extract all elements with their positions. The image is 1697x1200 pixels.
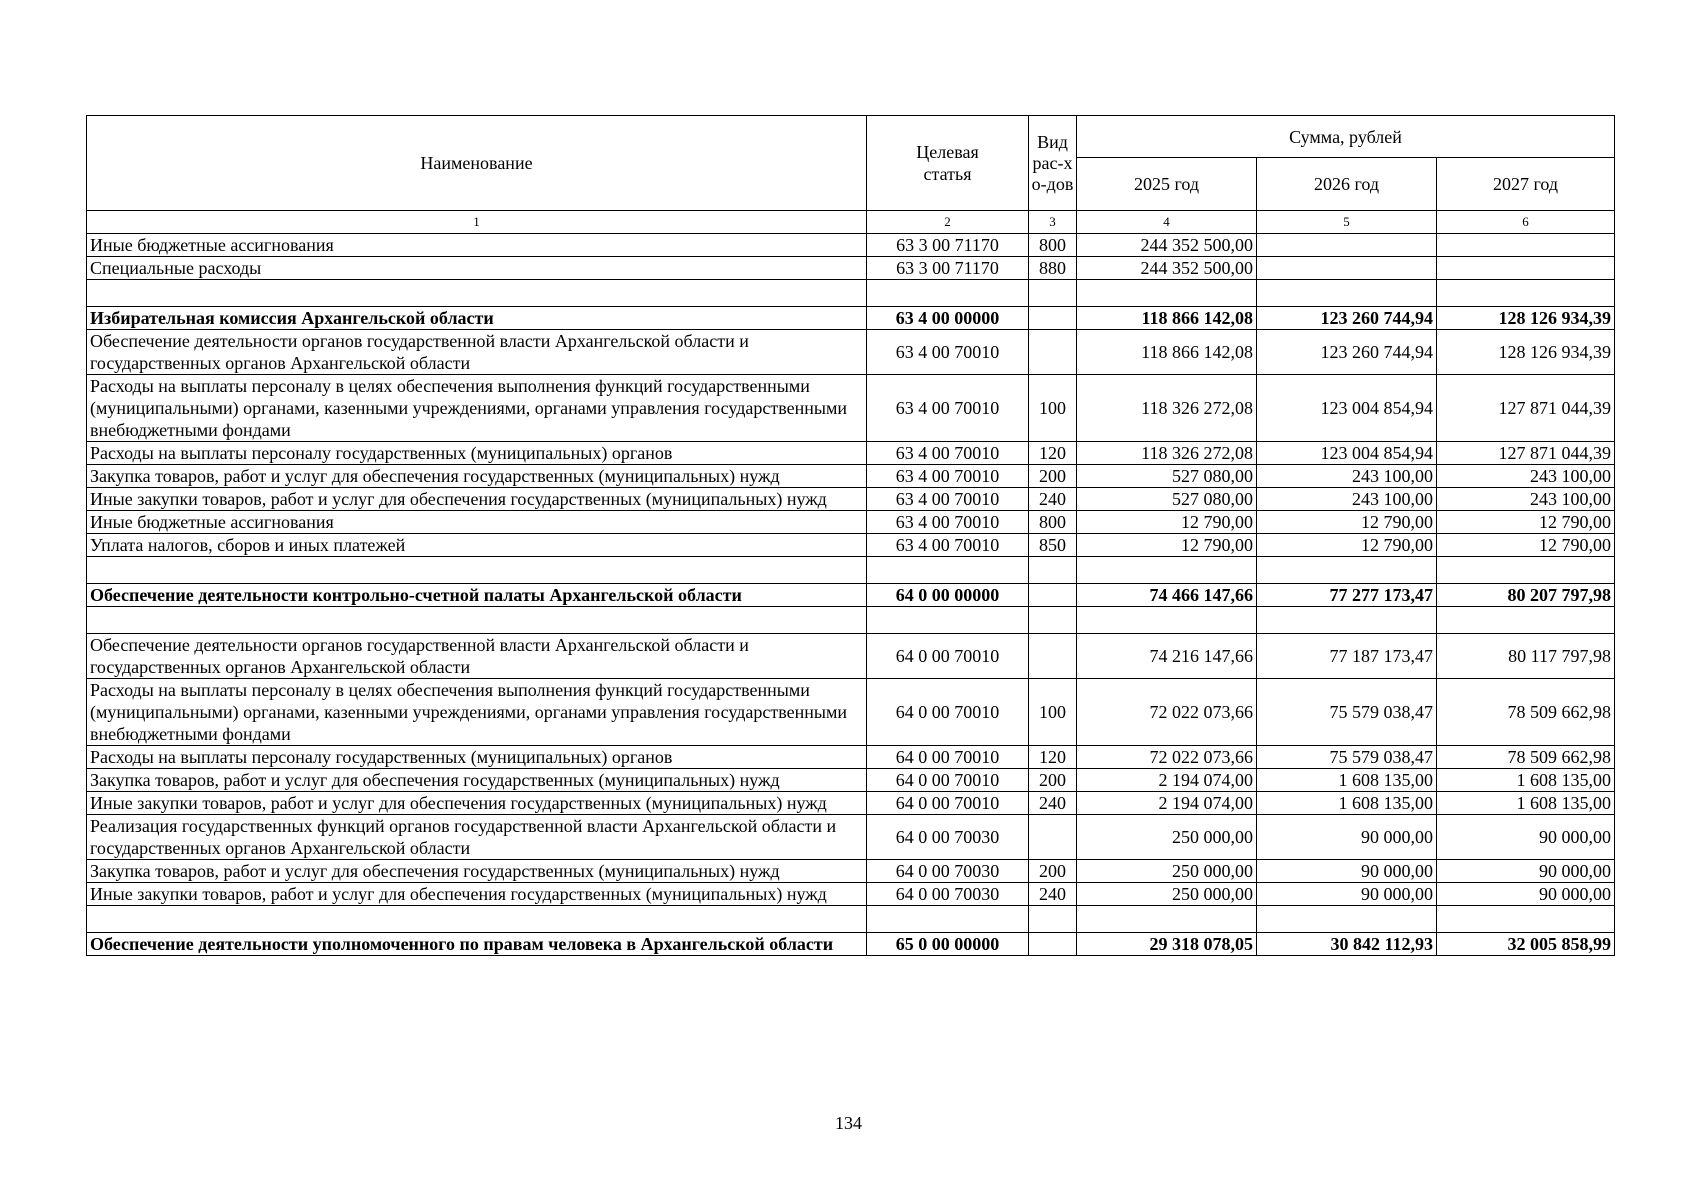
row-sum-2025: 118 866 142,08 — [1077, 307, 1257, 330]
row-vid: 800 — [1029, 234, 1077, 257]
header-2025: 2025 год — [1077, 158, 1257, 211]
row-sum-2026: 75 579 038,47 — [1257, 746, 1437, 769]
row-vid: 100 — [1029, 375, 1077, 442]
row-vid — [1029, 634, 1077, 679]
row-sum-2027: 78 509 662,98 — [1437, 746, 1615, 769]
budget-table — [86, 115, 1615, 956]
table-row — [87, 883, 1615, 906]
row-sum-2026: 30 842 112,93 — [1257, 933, 1437, 956]
row-name: Иные закупки товаров, работ и услуг для обеспечения государственных (муниципальных) нужд — [87, 792, 867, 815]
table-row — [87, 933, 1615, 956]
column-number-row — [87, 211, 1615, 234]
empty-row — [87, 607, 1615, 634]
row-sum-2027: 78 509 662,98 — [1437, 679, 1615, 746]
row-name: Закупка товаров, работ и услуг для обеспечения государственных (муниципальных) нужд — [87, 769, 867, 792]
row-sum-2027: 80 117 797,98 — [1437, 634, 1615, 679]
row-sum-2025: 2 194 074,00 — [1077, 792, 1257, 815]
row-vid: 880 — [1029, 257, 1077, 280]
row-code: 64 0 00 70030 — [867, 883, 1029, 906]
row-sum-2026: 12 790,00 — [1257, 534, 1437, 557]
header-sum: Сумма, рублей — [1077, 116, 1615, 158]
table-row — [87, 488, 1615, 511]
row-sum-2025: 2 194 074,00 — [1077, 769, 1257, 792]
table-row — [87, 307, 1615, 330]
row-sum-2025 — [1077, 280, 1257, 307]
row-sum-2026: 12 790,00 — [1257, 511, 1437, 534]
table-row — [87, 234, 1615, 257]
row-sum-2025: 118 866 142,08 — [1077, 330, 1257, 375]
row-sum-2025: 527 080,00 — [1077, 465, 1257, 488]
row-name: Закупка товаров, работ и услуг для обеспечения государственных (муниципальных) нужд — [87, 860, 867, 883]
row-sum-2027: 90 000,00 — [1437, 883, 1615, 906]
row-sum-2027 — [1437, 557, 1615, 584]
row-sum-2025: 74 466 147,66 — [1077, 584, 1257, 607]
row-code — [867, 280, 1029, 307]
table-row — [87, 375, 1615, 442]
column-number: 3 — [1029, 211, 1077, 234]
row-code: 64 0 00 70030 — [867, 860, 1029, 883]
row-code: 64 0 00 70010 — [867, 679, 1029, 746]
row-sum-2027 — [1437, 257, 1615, 280]
row-name: Иные закупки товаров, работ и услуг для обеспечения государственных (муниципальных) нужд — [87, 488, 867, 511]
header-2026: 2026 год — [1257, 158, 1437, 211]
row-vid — [1029, 307, 1077, 330]
row-code: 64 0 00 70010 — [867, 792, 1029, 815]
row-code: 63 3 00 71170 — [867, 234, 1029, 257]
empty-row — [87, 280, 1615, 307]
row-code — [867, 607, 1029, 634]
row-sum-2026 — [1257, 234, 1437, 257]
row-code: 63 4 00 70010 — [867, 330, 1029, 375]
row-sum-2025: 250 000,00 — [1077, 883, 1257, 906]
row-sum-2025 — [1077, 607, 1257, 634]
header-name: Наименование — [87, 116, 867, 211]
column-number: 6 — [1437, 211, 1615, 234]
row-sum-2025: 12 790,00 — [1077, 511, 1257, 534]
table-row — [87, 769, 1615, 792]
row-sum-2027: 1 608 135,00 — [1437, 792, 1615, 815]
table-row — [87, 860, 1615, 883]
row-sum-2025: 118 326 272,08 — [1077, 375, 1257, 442]
row-sum-2025: 118 326 272,08 — [1077, 442, 1257, 465]
row-sum-2026: 90 000,00 — [1257, 883, 1437, 906]
row-vid: 240 — [1029, 488, 1077, 511]
row-name: Расходы на выплаты персоналу в целях обеспечения выполнения функций государственными (муниципальными) органами, казенными учреждениями, органами управления государственными внебюджетными фондами — [87, 375, 867, 442]
column-number: 2 — [867, 211, 1029, 234]
row-sum-2027: 243 100,00 — [1437, 465, 1615, 488]
row-vid — [1029, 906, 1077, 933]
header-2027: 2027 год — [1437, 158, 1615, 211]
row-name — [87, 280, 867, 307]
row-code: 64 0 00 00000 — [867, 584, 1029, 607]
row-vid: 200 — [1029, 769, 1077, 792]
row-sum-2027: 90 000,00 — [1437, 815, 1615, 860]
table-row — [87, 442, 1615, 465]
row-sum-2025: 244 352 500,00 — [1077, 234, 1257, 257]
row-sum-2026: 75 579 038,47 — [1257, 679, 1437, 746]
row-sum-2027: 1 608 135,00 — [1437, 769, 1615, 792]
row-sum-2026 — [1257, 557, 1437, 584]
row-sum-2026: 77 277 173,47 — [1257, 584, 1437, 607]
row-name: Расходы на выплаты персоналу в целях обеспечения выполнения функций государственными (муниципальными) органами, казенными учреждениями, органами управления государственными внебюджетными фондами — [87, 679, 867, 746]
row-vid — [1029, 280, 1077, 307]
row-sum-2025: 74 216 147,66 — [1077, 634, 1257, 679]
row-name: Иные бюджетные ассигнования — [87, 234, 867, 257]
table-row — [87, 534, 1615, 557]
table-row — [87, 465, 1615, 488]
row-name: Избирательная комиссия Архангельской области — [87, 307, 867, 330]
row-sum-2026 — [1257, 257, 1437, 280]
row-name: Иные закупки товаров, работ и услуг для обеспечения государственных (муниципальных) нужд — [87, 883, 867, 906]
column-number: 4 — [1077, 211, 1257, 234]
row-sum-2027 — [1437, 280, 1615, 307]
row-sum-2026: 1 608 135,00 — [1257, 769, 1437, 792]
row-vid — [1029, 557, 1077, 584]
row-vid: 200 — [1029, 860, 1077, 883]
row-vid: 200 — [1029, 465, 1077, 488]
column-number: 5 — [1257, 211, 1437, 234]
table-row — [87, 257, 1615, 280]
row-code: 64 0 00 70010 — [867, 746, 1029, 769]
row-sum-2026: 243 100,00 — [1257, 465, 1437, 488]
row-sum-2026: 90 000,00 — [1257, 815, 1437, 860]
row-name — [87, 607, 867, 634]
row-code: 64 0 00 70030 — [867, 815, 1029, 860]
row-code — [867, 557, 1029, 584]
row-name: Реализация государственных функций органов государственной власти Архангельской области и государственных органов Архангельской области — [87, 815, 867, 860]
row-name: Уплата налогов, сборов и иных платежей — [87, 534, 867, 557]
row-sum-2026 — [1257, 906, 1437, 933]
row-sum-2027: 243 100,00 — [1437, 488, 1615, 511]
row-sum-2027: 127 871 044,39 — [1437, 375, 1615, 442]
row-sum-2026: 1 608 135,00 — [1257, 792, 1437, 815]
column-number: 1 — [87, 211, 867, 234]
row-code: 63 3 00 71170 — [867, 257, 1029, 280]
row-vid: 100 — [1029, 679, 1077, 746]
table-body — [87, 234, 1615, 956]
row-sum-2027: 128 126 934,39 — [1437, 330, 1615, 375]
row-name: Обеспечение деятельности органов государственной власти Архангельской области и государственных органов Архангельской области — [87, 634, 867, 679]
row-sum-2027: 128 126 934,39 — [1437, 307, 1615, 330]
row-code: 63 4 00 70010 — [867, 465, 1029, 488]
row-code — [867, 906, 1029, 933]
row-name: Специальные расходы — [87, 257, 867, 280]
page-number: 134 — [835, 1113, 862, 1133]
row-sum-2025 — [1077, 906, 1257, 933]
table-row — [87, 792, 1615, 815]
row-code: 64 0 00 70010 — [867, 634, 1029, 679]
row-vid: 240 — [1029, 792, 1077, 815]
table-row — [87, 511, 1615, 534]
row-vid — [1029, 815, 1077, 860]
row-sum-2027 — [1437, 234, 1615, 257]
row-sum-2026 — [1257, 607, 1437, 634]
row-sum-2026: 243 100,00 — [1257, 488, 1437, 511]
row-vid: 120 — [1029, 746, 1077, 769]
row-vid — [1029, 330, 1077, 375]
row-name — [87, 557, 867, 584]
row-name: Закупка товаров, работ и услуг для обеспечения государственных (муниципальных) нужд — [87, 465, 867, 488]
row-sum-2026: 123 260 744,94 — [1257, 330, 1437, 375]
row-sum-2027: 12 790,00 — [1437, 534, 1615, 557]
row-sum-2025: 72 022 073,66 — [1077, 679, 1257, 746]
row-sum-2026: 123 004 854,94 — [1257, 442, 1437, 465]
header-vid: Вид рас-хо-дов — [1029, 116, 1077, 211]
table-row — [87, 584, 1615, 607]
row-name: Обеспечение деятельности контрольно-счетной палаты Архангельской области — [87, 584, 867, 607]
row-sum-2027: 80 207 797,98 — [1437, 584, 1615, 607]
row-sum-2025 — [1077, 557, 1257, 584]
row-code: 63 4 00 00000 — [867, 307, 1029, 330]
row-vid: 120 — [1029, 442, 1077, 465]
row-vid — [1029, 933, 1077, 956]
header-code: Целевая статья — [867, 116, 1029, 211]
row-sum-2025: 250 000,00 — [1077, 860, 1257, 883]
row-sum-2026: 123 004 854,94 — [1257, 375, 1437, 442]
row-sum-2027 — [1437, 906, 1615, 933]
row-sum-2025: 527 080,00 — [1077, 488, 1257, 511]
row-code: 63 4 00 70010 — [867, 488, 1029, 511]
empty-row — [87, 906, 1615, 933]
row-sum-2025: 244 352 500,00 — [1077, 257, 1257, 280]
table-row — [87, 679, 1615, 746]
row-sum-2025: 72 022 073,66 — [1077, 746, 1257, 769]
row-vid — [1029, 607, 1077, 634]
row-code: 63 4 00 70010 — [867, 375, 1029, 442]
row-sum-2027: 90 000,00 — [1437, 860, 1615, 883]
row-name: Обеспечение деятельности уполномоченного по правам человека в Архангельской области — [87, 933, 867, 956]
row-code: 64 0 00 70010 — [867, 769, 1029, 792]
table-row — [87, 815, 1615, 860]
row-vid: 800 — [1029, 511, 1077, 534]
row-sum-2027: 32 005 858,99 — [1437, 933, 1615, 956]
table-row — [87, 330, 1615, 375]
row-code: 65 0 00 00000 — [867, 933, 1029, 956]
row-sum-2025: 12 790,00 — [1077, 534, 1257, 557]
row-sum-2025: 250 000,00 — [1077, 815, 1257, 860]
row-code: 63 4 00 70010 — [867, 534, 1029, 557]
row-name: Расходы на выплаты персоналу государственных (муниципальных) органов — [87, 442, 867, 465]
row-code: 63 4 00 70010 — [867, 442, 1029, 465]
row-name: Расходы на выплаты персоналу государственных (муниципальных) органов — [87, 746, 867, 769]
row-sum-2026: 123 260 744,94 — [1257, 307, 1437, 330]
row-sum-2026: 90 000,00 — [1257, 860, 1437, 883]
row-sum-2026 — [1257, 280, 1437, 307]
empty-row — [87, 557, 1615, 584]
row-name: Иные бюджетные ассигнования — [87, 511, 867, 534]
row-vid: 240 — [1029, 883, 1077, 906]
row-name — [87, 906, 867, 933]
row-sum-2026: 77 187 173,47 — [1257, 634, 1437, 679]
row-sum-2027 — [1437, 607, 1615, 634]
row-sum-2027: 12 790,00 — [1437, 511, 1615, 534]
row-vid — [1029, 584, 1077, 607]
row-sum-2025: 29 318 078,05 — [1077, 933, 1257, 956]
table-row — [87, 746, 1615, 769]
row-vid: 850 — [1029, 534, 1077, 557]
table-row — [87, 634, 1615, 679]
row-code: 63 4 00 70010 — [867, 511, 1029, 534]
row-name: Обеспечение деятельности органов государственной власти Архангельской области и государственных органов Архангельской области — [87, 330, 867, 375]
row-sum-2027: 127 871 044,39 — [1437, 442, 1615, 465]
